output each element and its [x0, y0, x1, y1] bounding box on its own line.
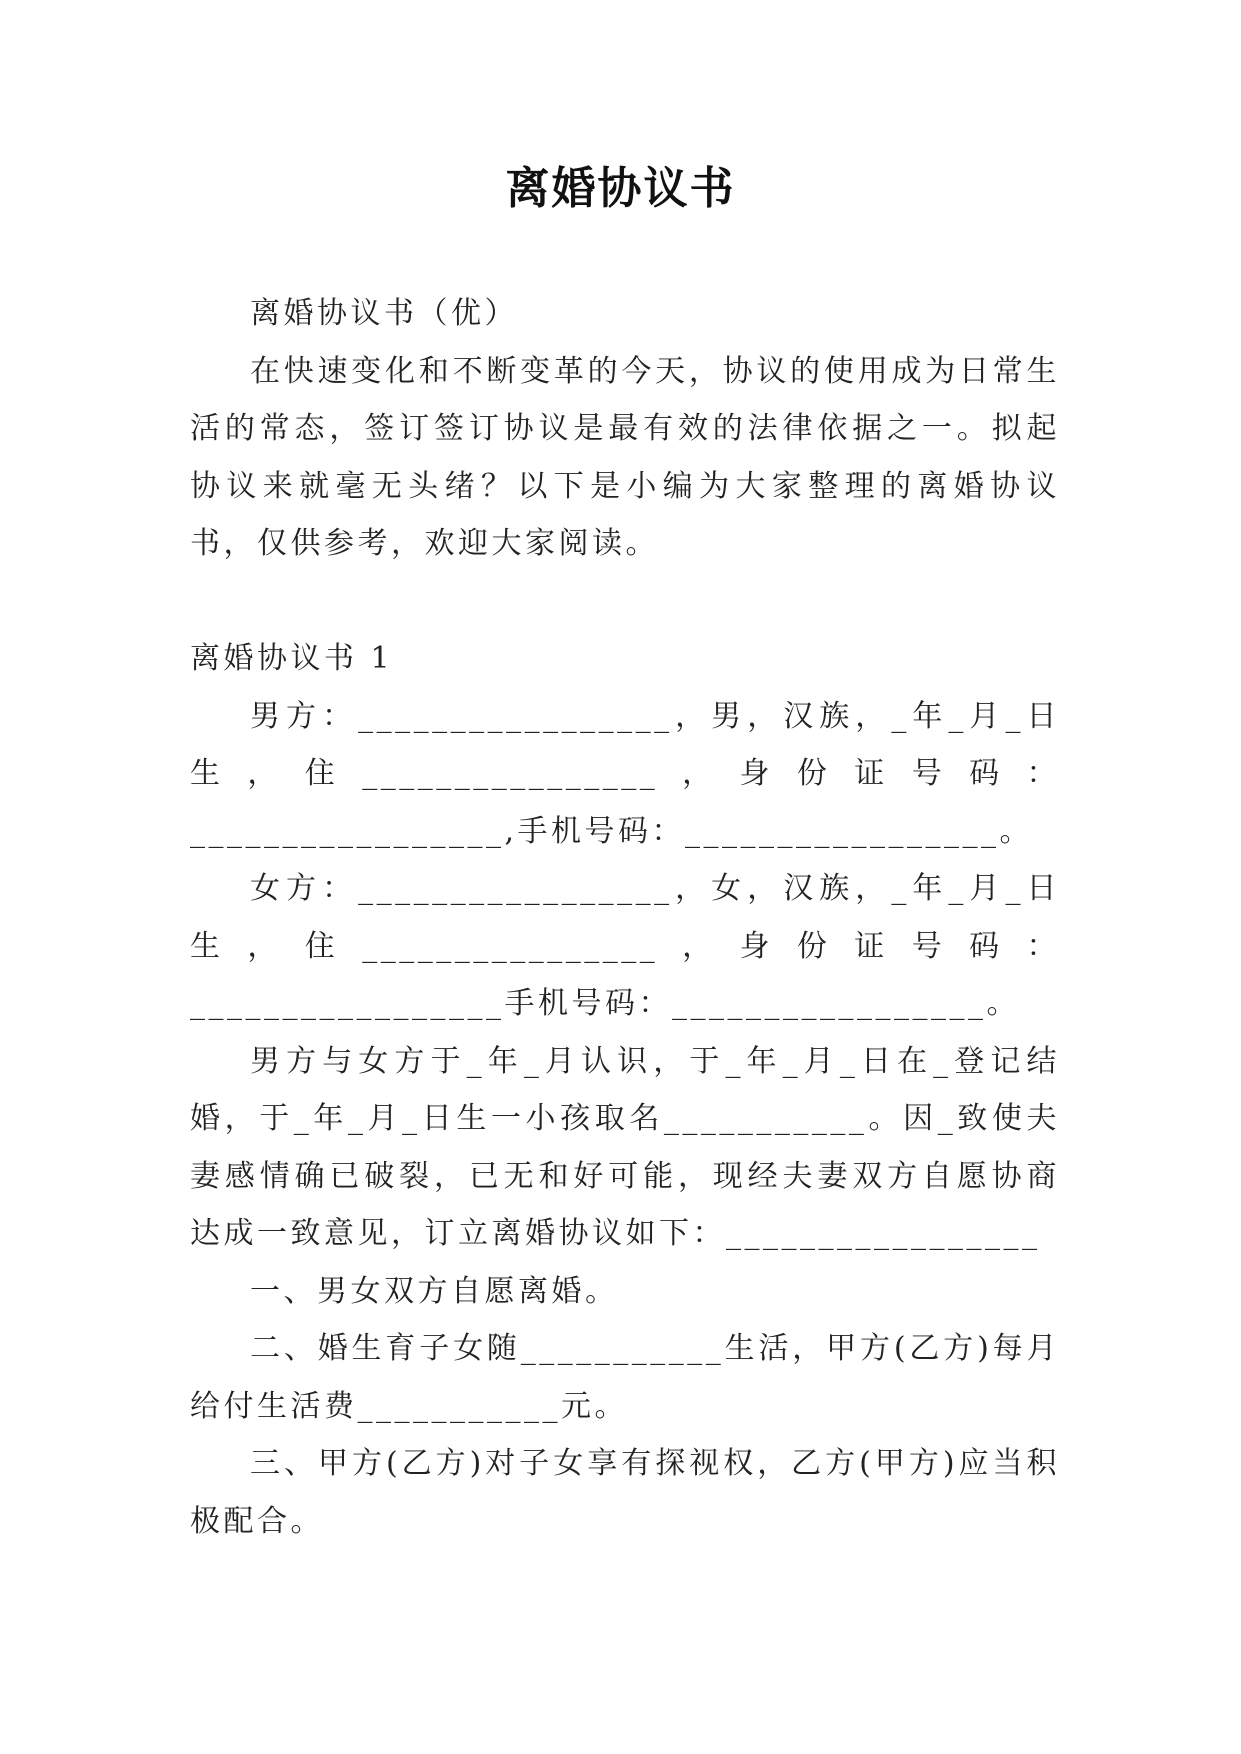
female-party-paragraph: 女方：_________________，女，汉族，_年_月_日生，住________________，身份证号码：_________________手机号码：_________________。 [190, 871, 1060, 1021]
section-heading: 离婚协议书 1 [190, 641, 394, 676]
document-body [190, 285, 1060, 1550]
paragraph-gap [190, 573, 1060, 631]
marriage-background-paragraph: 男方与女方于_年_月认识，于_年_月_日在_登记结婚，于_年_月_日生一小孩取名___________。因_致使夫妻感情确已破裂，已无和好可能，现经夫妻双方自愿协商达成一致意见，订立离婚协议如下：_________________ [190, 1043, 1060, 1251]
clause-1: 一、男女双方自愿离婚。 [250, 1273, 619, 1309]
document-subtitle: 离婚协议书（优） [250, 296, 518, 331]
document-title: 离婚协议书 [505, 163, 736, 214]
clause-3: 三、甲方(乙方)对子女享有探视权，乙方(甲方)应当积极配合。 [190, 1446, 1060, 1539]
intro-paragraph: 在快速变化和不断变革的今天，协议的使用成为日常生活的常态，签订签订协议是最有效的法律依据之一。拟起协议来就毫无头绪？以下是小编为大家整理的离婚协议书，仅供参考，欢迎大家阅读。 [190, 353, 1060, 561]
clause-2: 二、婚生育子女随___________生活，甲方(乙方)每月给付生活费___________元。 [190, 1331, 1060, 1424]
male-party-paragraph: 男方：_________________，男，汉族，_年_月_日生，住________________，身份证号码：_________________,手机号码：_________________。 [190, 698, 1060, 849]
